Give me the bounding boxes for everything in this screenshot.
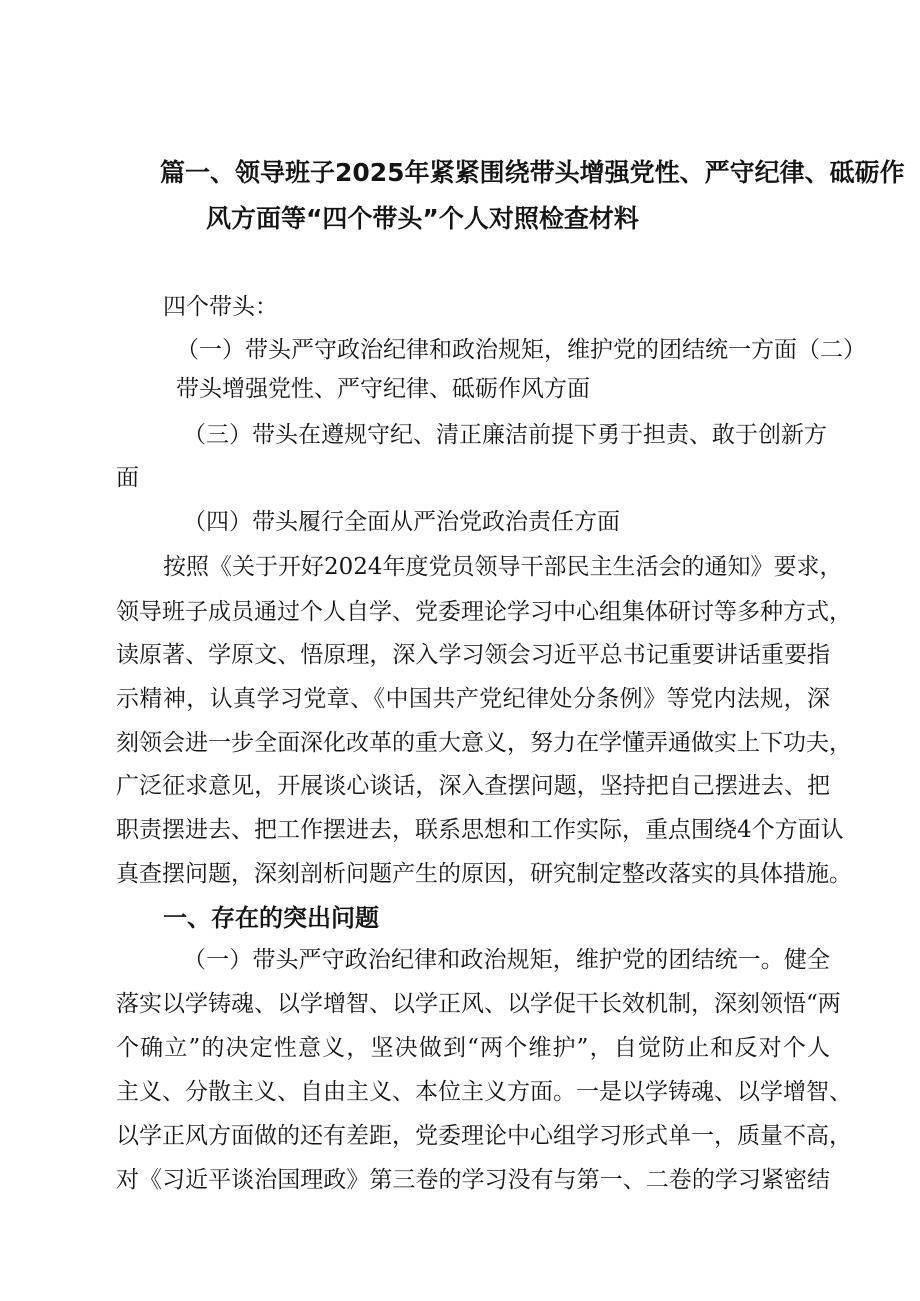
section-line-6: 对《习近平谈治国理政》第三卷的学习没有与第一、二卷的学习紧密结: [116, 1167, 830, 1193]
four-leads-item-4: （四）带头履行全面从严治党政治责任方面: [183, 509, 620, 535]
four-leads-item-1-cont: 带头增强党性、严守纪律、砥砺作风方面: [176, 376, 590, 402]
intro-line-3: 读原著、学原文、悟原理，深入学习领会习近平总书记重要讲话重要指: [116, 642, 830, 668]
four-leads-item-3-cont: 面: [116, 465, 139, 491]
intro-line-4: 示精神，认真学习党章、《中国共产党纪律处分条例》等党内法规，深: [116, 686, 830, 712]
section-line-2: 落实以学铸魂、以学增智、以学正风、以学促干长效机制，深刻领悟“两: [116, 991, 841, 1017]
section-line-4: 主义、分散主义、自由主义、本位主义方面。一是以学铸魂、以学增智、: [116, 1079, 852, 1105]
intro-line-1: 按照《关于开好2024年度党员领导干部民主生活会的通知》要求，: [163, 554, 843, 580]
four-leads-item-1: （一）带头严守政治纪律和政治规矩，维护党的团结统一方面（二）: [176, 337, 866, 363]
intro-line-6: 广泛征求意见，开展谈心谈话，深入查摆问题，坚持把自己摆进去、把: [116, 773, 830, 799]
four-leads-label: 四个带头：: [163, 294, 278, 320]
document-title-line-2: 风方面等“四个带头”个人对照检查材料: [206, 204, 639, 233]
section-line-3: 个确立”的决定性意义，坚决做到“两个维护”，自觉防止和反对个人: [116, 1035, 830, 1061]
section-heading: 一、存在的突出问题: [163, 904, 379, 932]
intro-line-2: 领导班子成员通过个人自学、党委理论学习中心组集体研讨等多种方式，: [116, 599, 852, 625]
section-line-1: （一）带头严守政治纪律和政治规矩，维护党的团结统一。健全: [183, 947, 830, 973]
intro-line-8: 真查摆问题，深刻剖析问题产生的原因，研究制定整改落实的具体措施。: [116, 861, 852, 887]
intro-line-5: 刻领会进一步全面深化改革的重大意义，努力在学懂弄通做实上下功夫，: [116, 730, 852, 756]
intro-line-7: 职责摆进去、把工作摆进去，联系思想和工作实际，重点围绕4个方面认: [116, 817, 844, 843]
document-title-line-1: 篇一、领导班子2025年紧紧围绕带头增强党性、严守纪律、砥砺作: [160, 158, 905, 187]
four-leads-item-3: （三）带头在遵规守纪、清正廉洁前提下勇于担责、敢于创新方: [183, 422, 827, 448]
section-line-5: 以学正风方面做的还有差距，党委理论中心组学习形式单一，质量不高，: [116, 1123, 852, 1149]
